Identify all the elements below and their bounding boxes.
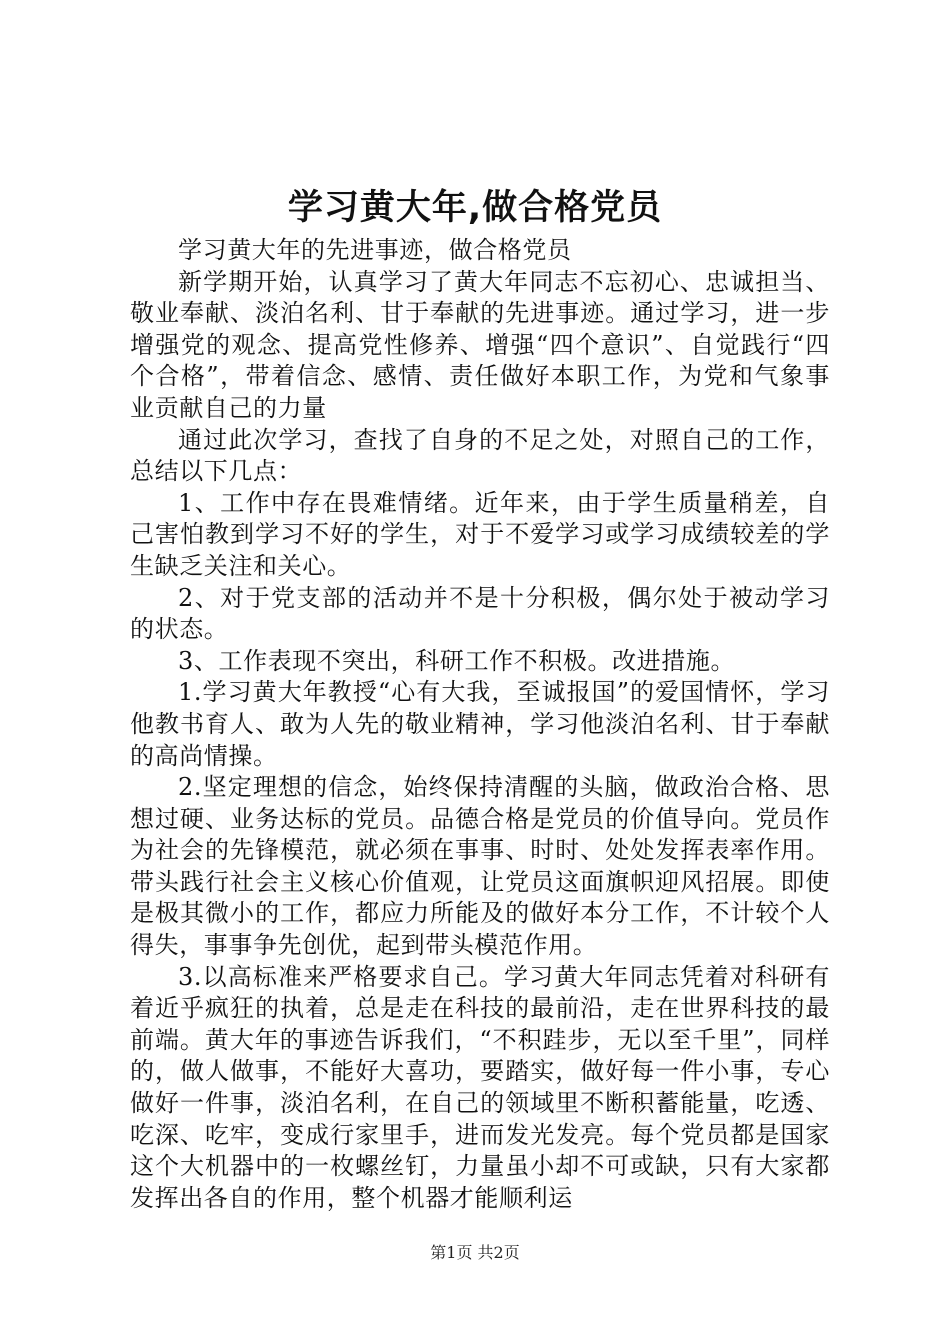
- paragraph-shortcoming-2: 2、对于党支部的活动并不是十分积极，偶尔处于被动学习的状态。: [130, 583, 830, 644]
- document-title: 学习黄大年,做合格党员: [287, 188, 663, 228]
- paragraph-intro: 新学期开始，认真学习了黄大年同志不忘初心、忠诚担当、敬业奉献、淡泊名利、甘于奉献的先进事迹。通过学习，进一步增强党的观念、提高党性修养、增强“四个意识”、自觉践行“四个合格”，带着信念、感情、责任做好本职工作，为党和气象事业贡献自己的力量: [130, 267, 830, 422]
- page-footer: 第1页 共2页: [430, 1243, 520, 1262]
- document-body: [130, 235, 830, 1214]
- paragraph-summary-lead: 通过此次学习，查找了自身的不足之处，对照自己的工作，总结以下几点：: [130, 425, 830, 486]
- paragraph-subtitle: 学习黄大年的先进事迹，做合格党员: [178, 236, 572, 264]
- paragraph-measure-1: 1.学习黄大年教授“心有大我，至诚报国”的爱国情怀，学习他教书育人、敢为人先的敬业精神，学习他淡泊名利、甘于奉献的高尚情操。: [130, 678, 830, 770]
- paragraph-measure-2: 2.坚定理想的信念，始终保持清醒的头脑，做政治合格、思想过硬、业务达标的党员。品德合格是党员的价值导向。党员作为社会的先锋模范，就必须在事事、时时、处处发挥表率作用。带头践行社会主义核心价值观，让党员这面旗帜迎风招展。即使是极其微小的工作，都应力所能及的做好本分工作，不计较个人得失，事事争先创优，起到带头模范作用。: [130, 773, 830, 960]
- paragraph-shortcoming-1: 1、工作中存在畏难情绪。近年来，由于学生质量稍差，自己害怕教到学习不好的学生，对于不爱学习或学习成绩较差的学生缺乏关注和关心。: [130, 488, 830, 580]
- paragraph-measure-3: 3.以高标准来严格要求自己。学习黄大年同志凭着对科研有着近乎疯狂的执着，总是走在科技的最前沿，走在世界科技的最前端。黄大年的事迹告诉我们，“不积跬步，无以至千里”，同样的，做人做事，不能好大喜功，要踏实，做好每一件小事，专心做好一件事，淡泊名利，在自己的领域里不断积蓄能量，吃透、吃深、吃牢，变成行家里手，进而发光发亮。每个党员都是国家这个大机器中的一枚螺丝钉，力量虽小却不可或缺，只有大家都发挥出各自的作用，整个机器才能顺利运: [130, 962, 830, 1212]
- paragraph-shortcoming-3: 3、工作表现不突出，科研工作不积极。改进措施。: [178, 646, 736, 675]
